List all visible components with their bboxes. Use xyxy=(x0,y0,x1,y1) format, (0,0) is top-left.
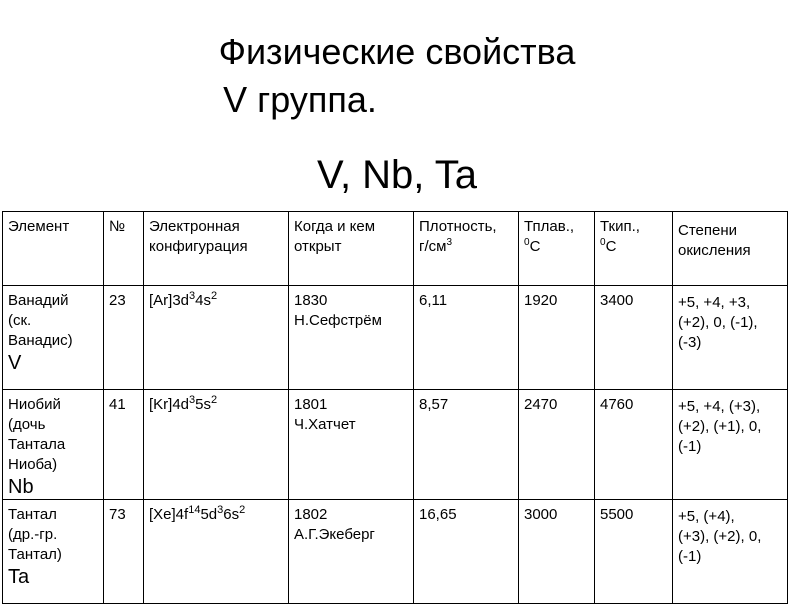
cell-discovery: 1802 А.Г.Экеберг xyxy=(289,500,414,604)
cell-number: 41 xyxy=(104,390,144,500)
cell-discovery: 1830 Н.Сефстрём xyxy=(289,286,414,390)
page-title: Физические свойства xyxy=(218,31,576,72)
header-oxidation: Степени окисления xyxy=(673,212,788,286)
cell-config: $[Ar]3d^34s^2$ xyxy=(144,286,289,390)
cell-element: Ванадий (ск. Ванадис) V xyxy=(3,286,104,390)
table-row xyxy=(3,500,788,604)
cell-boiling: 4760 xyxy=(595,390,673,500)
cell-config: $[Xe]4f^{14}5d^36s^2$ xyxy=(144,500,289,604)
cell-config: $[Kr]4d^35s^2$ xyxy=(144,390,289,500)
cell-oxidation: +5, +4, (+3), (+2), (+1), 0, (-1) xyxy=(673,390,788,500)
cell-density: 8,57 xyxy=(414,390,519,500)
elements-heading: V, Nb, Ta xyxy=(316,153,478,197)
cell-element: Ниобий (дочь Тантала Ниоба) Nb xyxy=(3,390,104,500)
header-element: Элемент xyxy=(3,212,104,286)
header-melting: Тплав., $^0$С xyxy=(519,212,595,286)
table-row xyxy=(3,390,788,500)
cell-boiling: 5500 xyxy=(595,500,673,604)
table-row xyxy=(3,286,788,390)
element-symbol: Nb xyxy=(8,476,34,498)
header-boiling: Ткип., $^0$С xyxy=(595,212,673,286)
page-subtitle: V группа. xyxy=(223,79,377,120)
cell-oxidation: +5, +4, +3, (+2), 0, (-1), (-3) xyxy=(673,286,788,390)
element-symbol: Ta xyxy=(8,566,30,588)
cell-density: 16,65 xyxy=(414,500,519,604)
header-discovery: Когда и кем открыт xyxy=(289,212,414,286)
cell-density: 6,11 xyxy=(414,286,519,390)
header-number: № xyxy=(104,212,144,286)
cell-discovery: 1801 Ч.Хатчет xyxy=(289,390,414,500)
element-symbol: V xyxy=(8,352,22,374)
cell-melting: 3000 xyxy=(519,500,595,604)
cell-number: 23 xyxy=(104,286,144,390)
table-header-row xyxy=(3,212,788,286)
cell-number: 73 xyxy=(104,500,144,604)
cell-melting: 1920 xyxy=(519,286,595,390)
cell-element: Тантал (др.-гр. Тантал) Ta xyxy=(3,500,104,604)
cell-oxidation: +5, (+4), (+3), (+2), 0, (-1) xyxy=(673,500,788,604)
cell-melting: 2470 xyxy=(519,390,595,500)
cell-boiling: 3400 xyxy=(595,286,673,390)
header-config: Электронная конфигурация xyxy=(144,212,289,286)
header-density: Плотность, $г/см^3$ xyxy=(414,212,519,286)
properties-table xyxy=(2,211,788,604)
